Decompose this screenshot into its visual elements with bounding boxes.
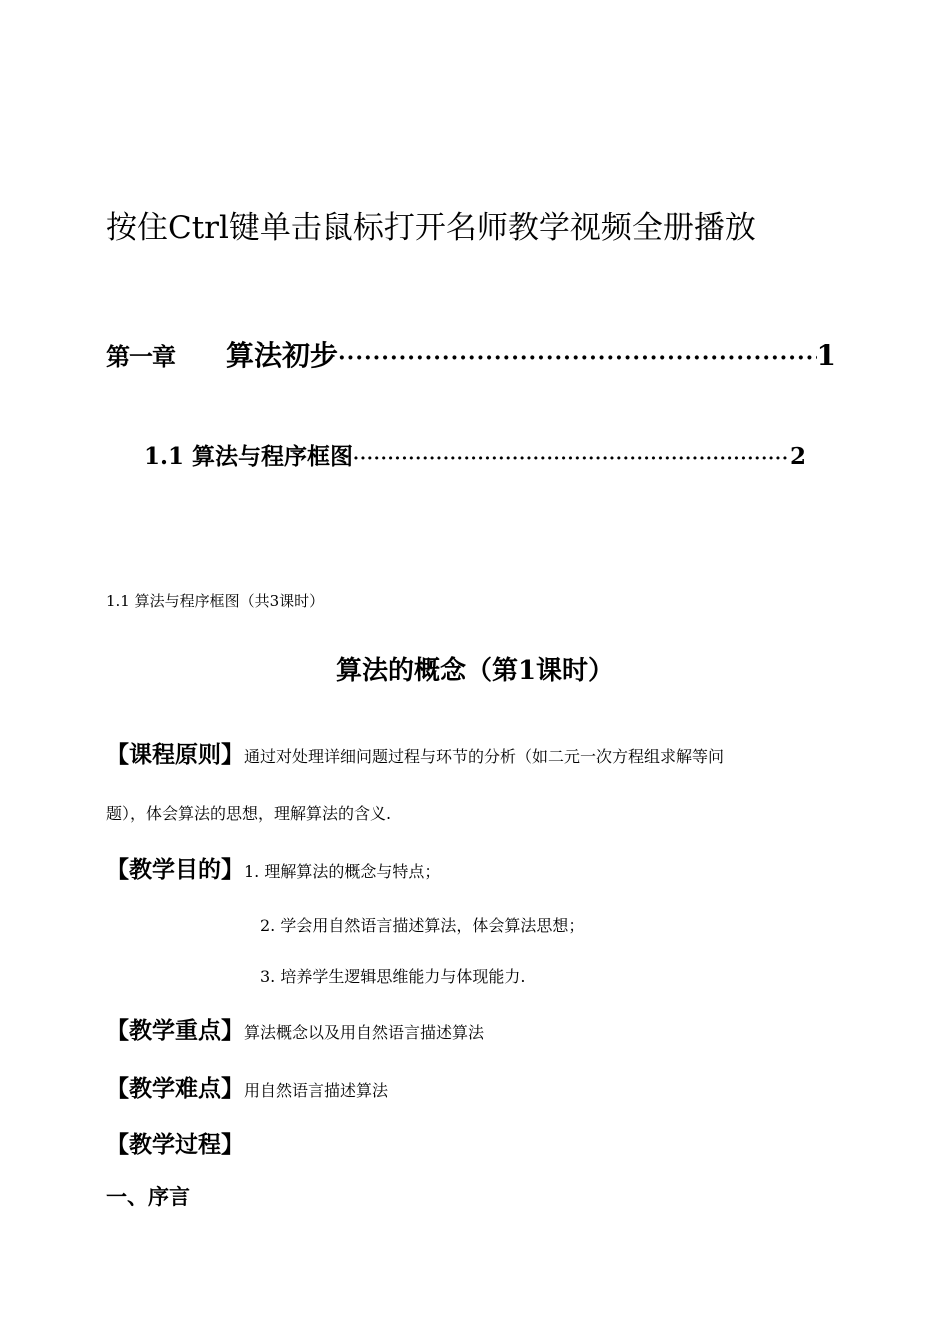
section-header: 1.1 算法与程序框图（共3课时） bbox=[106, 592, 325, 610]
key-points bbox=[106, 1012, 484, 1045]
course-standard-line2: 题），体会算法的思想，理解算法的含义. bbox=[106, 804, 392, 823]
toc-section-entry[interactable] bbox=[144, 438, 806, 471]
objective-item: 3. 培养学生逻辑思维能力与体现能力. bbox=[260, 967, 526, 986]
objective-item: 2. 学会用自然语言描述算法，体会算法思想； bbox=[260, 916, 585, 935]
video-link-banner[interactable]: 按住Ctrl键单击鼠标打开名师教学视频全册播放 bbox=[106, 210, 756, 246]
objective-item: 1. 理解算法的概念与特点； bbox=[244, 862, 441, 881]
course-standard bbox=[106, 736, 724, 769]
process bbox=[106, 1126, 244, 1159]
toc-chapter-title: 算法初步 bbox=[226, 339, 339, 372]
difficulties bbox=[106, 1070, 388, 1103]
key-points-tag: 【教学重点】 bbox=[106, 1017, 244, 1044]
toc-section-page: 2 bbox=[789, 443, 806, 470]
process-tag: 【教学过程】 bbox=[106, 1131, 244, 1158]
part-one-heading: 一、序言 bbox=[106, 1184, 190, 1209]
toc-chapter-number: 第一章 bbox=[106, 342, 175, 371]
lesson-title: 算法的概念（第1课时） bbox=[335, 656, 615, 686]
objectives bbox=[106, 851, 440, 884]
difficulties-text: 用自然语言描述算法 bbox=[244, 1081, 389, 1100]
key-points-text: 算法概念以及用自然语言描述算法 bbox=[244, 1023, 485, 1042]
objectives-tag: 【教学目的】 bbox=[106, 856, 244, 883]
toc-section-title: 1.1 算法与程序框图 bbox=[144, 443, 354, 470]
toc-leader-dots bbox=[338, 345, 817, 371]
toc-chapter-page: 1 bbox=[816, 339, 836, 372]
course-standard-line1: 通过对处理详细问题过程与环节的分析（如二元一次方程组求解等问 bbox=[244, 747, 725, 766]
difficulties-tag: 【教学难点】 bbox=[106, 1075, 244, 1102]
course-standard-tag: 【课程原则】 bbox=[106, 741, 244, 768]
toc-chapter-entry[interactable] bbox=[106, 334, 836, 374]
toc-leader-dots bbox=[353, 449, 790, 469]
